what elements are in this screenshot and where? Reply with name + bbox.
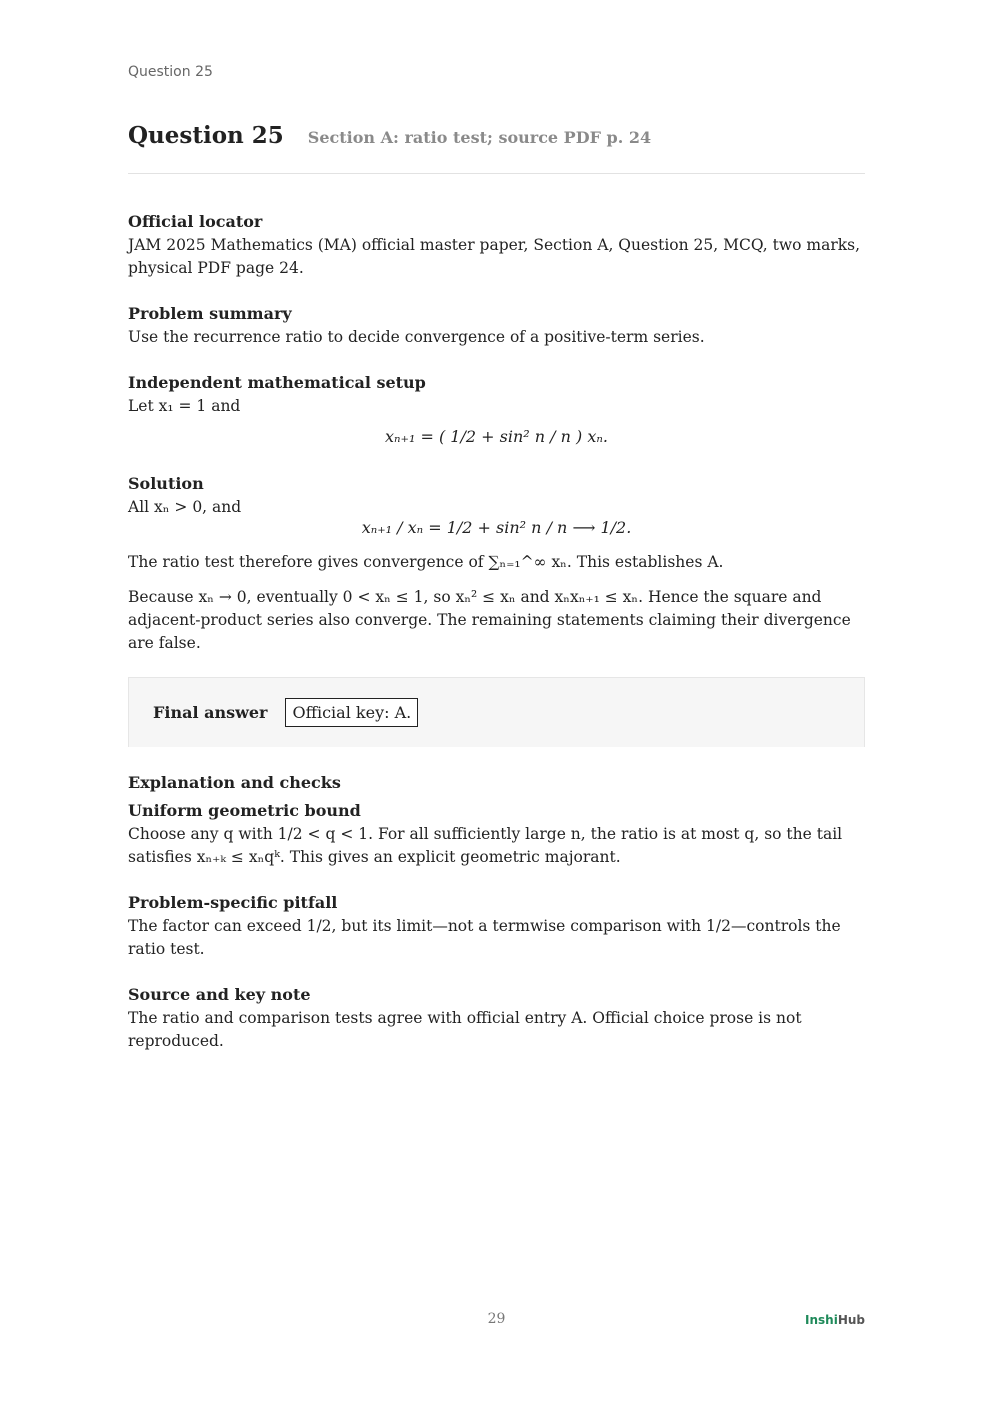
- locator-heading: Official locator: [128, 212, 263, 231]
- setup-intro: Let x₁ = 1 and: [128, 397, 241, 415]
- locator-section: [128, 210, 865, 280]
- brand-logo-rest: Hub: [837, 1313, 865, 1327]
- title-row: [128, 122, 865, 174]
- explanation-section: [128, 771, 865, 1053]
- uniform-bound-section: [128, 799, 865, 869]
- solution-heading: Solution: [128, 474, 204, 493]
- final-answer-box: [128, 677, 865, 747]
- page-subtitle: Section A: ratio test; source PDF p. 24: [307, 128, 652, 147]
- explanation-heading: Explanation and checks: [128, 773, 341, 792]
- solution-paragraph-2: Because xₙ → 0, eventually 0 < xₙ ≤ 1, so xₙ² ≤ xₙ and xₙxₙ₊₁ ≤ xₙ. Hence the square and adjacent-product series also converge. The remaining statements claiming their divergence are false.: [128, 588, 851, 652]
- running-head: Question 25: [128, 64, 213, 80]
- setup-heading: Independent mathematical setup: [128, 373, 426, 392]
- final-answer-value: Official key: A.: [285, 698, 418, 727]
- summary-text: Use the recurrence ratio to decide convergence of a positive-term series.: [128, 328, 705, 346]
- source-note-heading: Source and key note: [128, 985, 311, 1004]
- pitfall-section: [128, 891, 865, 961]
- content: [128, 210, 865, 1075]
- pitfall-text: The factor can exceed 1/2, but its limit—not a termwise comparison with 1/2—controls the ratio test.: [128, 917, 841, 958]
- locator-text: JAM 2025 Mathematics (MA) official master paper, Section A, Question 25, MCQ, two marks, physical PDF page 24.: [128, 236, 861, 277]
- brand-logo: [805, 1313, 865, 1327]
- brand-logo-accent: Inshi: [805, 1313, 838, 1327]
- pitfall-heading: Problem-specific pitfall: [128, 893, 338, 912]
- uniform-bound-heading: Uniform geometric bound: [128, 801, 361, 820]
- page-number: 29: [487, 1311, 506, 1327]
- final-answer-label: Final answer: [153, 703, 268, 722]
- setup-equation: xₙ₊₁ = ( 1/2 + sin² n / n ) xₙ.: [385, 427, 608, 446]
- summary-section: [128, 302, 865, 349]
- uniform-bound-text: Choose any q with 1/2 < q < 1. For all sufficiently large n, the ratio is at most q, so the tail satisfies xₙ₊ₖ ≤ xₙqᵏ. This gives an explicit geometric majorant.: [128, 825, 843, 866]
- page-title: Question 25: [128, 122, 284, 149]
- summary-heading: Problem summary: [128, 304, 292, 323]
- solution-paragraph-1: The ratio test therefore gives convergence of ∑ₙ₌₁^∞ xₙ. This establishes A.: [128, 553, 724, 571]
- solution-section: [128, 472, 865, 655]
- solution-intro: All xₙ > 0, and: [128, 498, 242, 516]
- setup-section: [128, 371, 865, 450]
- source-note-text: The ratio and comparison tests agree with official entry A. Official choice prose is not reproduced.: [128, 1009, 802, 1050]
- source-note-section: [128, 983, 865, 1053]
- solution-equation: xₙ₊₁ / xₙ = 1/2 + sin² n / n ⟶ 1/2.: [361, 518, 632, 537]
